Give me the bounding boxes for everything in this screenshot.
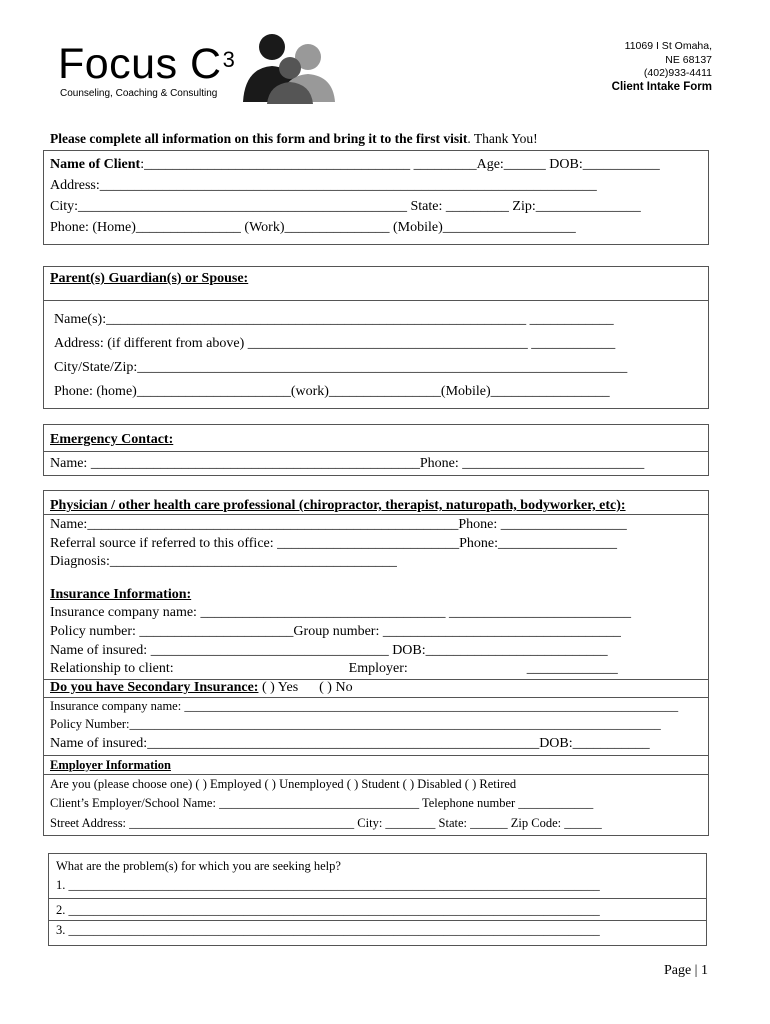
client-phone-line[interactable]: Phone: (Home)_______________ (Work)_______________ (Mobile)___________________ <box>50 220 576 235</box>
intro-rest: . Thank You! <box>467 131 538 146</box>
client-name-line[interactable] <box>50 157 660 173</box>
problem-line-2[interactable]: 2. _____________________________________________________________________________________ <box>56 903 600 917</box>
emergency-heading: Emergency Contact: <box>50 432 174 447</box>
problems-divider <box>48 898 707 899</box>
diagnosis-line[interactable]: Diagnosis:_________________________________________ <box>50 554 397 569</box>
secondary-company-line[interactable]: Insurance company name: _______________________________________________________________________________ <box>50 699 679 713</box>
problems-question: What are the problem(s) for which you are seeking help? <box>56 859 341 873</box>
company-address <box>612 40 712 94</box>
guardian-phone-line[interactable]: Phone: (home)______________________(work)________________(Mobile)_________________ <box>54 384 610 399</box>
problem-line-1[interactable]: 1. _____________________________________________________________________________________ <box>56 878 600 892</box>
physician-heading: Physician / other health care professional (chiropractor, therapist, naturopath, bodyworker, etc): <box>50 498 626 513</box>
secondary-options[interactable]: ( ) Yes ( ) No <box>258 680 353 695</box>
employer-name-line[interactable]: Client’s Employer/School Name: ________________________________ Telephone number ____________ <box>50 796 594 810</box>
intro-text <box>50 131 538 147</box>
intro-bold: Please complete all information on this form and bring it to the first visit <box>50 131 468 146</box>
form-title: Client Intake Form <box>611 80 712 93</box>
emergency-divider <box>43 451 709 452</box>
secondary-question-label: Do you have Secondary Insurance: <box>50 680 259 695</box>
policy-number-line[interactable]: Policy number: ______________________Group number: __________________________________ <box>50 624 621 639</box>
guardian-city-line[interactable]: City/State/Zip:______________________________________________________________________ <box>54 360 628 375</box>
emergency-name-line[interactable]: Name: _______________________________________________Phone: __________________________ <box>50 456 645 471</box>
client-name-label: Name of Client <box>50 157 141 172</box>
address-street: 11069 I St Omaha, <box>624 40 712 52</box>
relationship-line[interactable]: Relationship to client: Employer: _____________ <box>50 661 618 676</box>
physician-divider <box>43 514 709 515</box>
guardian-heading: Parent(s) Guardian(s) or Spouse: <box>50 271 249 286</box>
address-city: NE 68137 <box>665 53 712 66</box>
logo-superscript: 3 <box>222 47 236 72</box>
physician-name-line[interactable]: Name:_____________________________________________________Phone: __________________ <box>50 517 627 532</box>
logo-tagline: Counseling, Coaching & Consulting <box>60 88 218 99</box>
problem-line-3[interactable]: 3. _____________________________________________________________________________________ <box>56 923 600 937</box>
employer-divider-top <box>43 755 709 756</box>
employment-status-line[interactable]: Are you (please choose one) ( ) Employed ( ) Unemployed ( ) Student ( ) Disabled ( ) Retired <box>50 777 517 791</box>
secondary-policy-line[interactable]: Policy Number:_____________________________________________________________________________________ <box>50 717 661 731</box>
secondary-insured-line[interactable]: Name of insured:________________________________________________________DOB:___________ <box>50 736 650 751</box>
logo-name <box>58 40 235 88</box>
guardian-address-line[interactable]: Address: (if different from above) ________________________________________ ____________ <box>54 336 616 351</box>
insurance-company-line[interactable]: Insurance company name: ___________________________________ __________________________ <box>50 605 631 620</box>
people-logo-icon <box>235 30 350 105</box>
street-address-line[interactable]: Street Address: ____________________________________ City: ________ State: ______ Zip Code: ______ <box>50 816 602 830</box>
employer-divider-bottom <box>43 774 709 775</box>
client-name-fields: :______________________________________ _________Age:______ DOB:___________ <box>140 157 660 172</box>
insurance-heading: Insurance Information: <box>50 587 192 602</box>
page-number: Page | 1 <box>663 963 708 978</box>
secondary-insurance-question[interactable] <box>50 680 353 696</box>
company-phone: (402)933-4411 <box>643 67 712 79</box>
referral-line[interactable]: Referral source if referred to this office: __________________________Phone:_________________ <box>50 536 618 551</box>
problems-divider-2 <box>48 920 707 921</box>
client-city-line[interactable]: City:_______________________________________________ State: _________ Zip:_______________ <box>50 199 641 214</box>
secondary-divider-bottom <box>43 697 709 698</box>
logo-wordmark: Focus C <box>58 40 222 88</box>
guardian-names-line[interactable]: Name(s):____________________________________________________________ ____________ <box>54 312 614 327</box>
insured-name-line[interactable]: Name of insured: __________________________________ DOB:__________________________ <box>50 643 608 658</box>
employer-heading: Employer Information <box>50 758 171 772</box>
client-address-line[interactable]: Address:_______________________________________________________________________ <box>50 178 597 193</box>
guardian-divider <box>43 300 709 301</box>
